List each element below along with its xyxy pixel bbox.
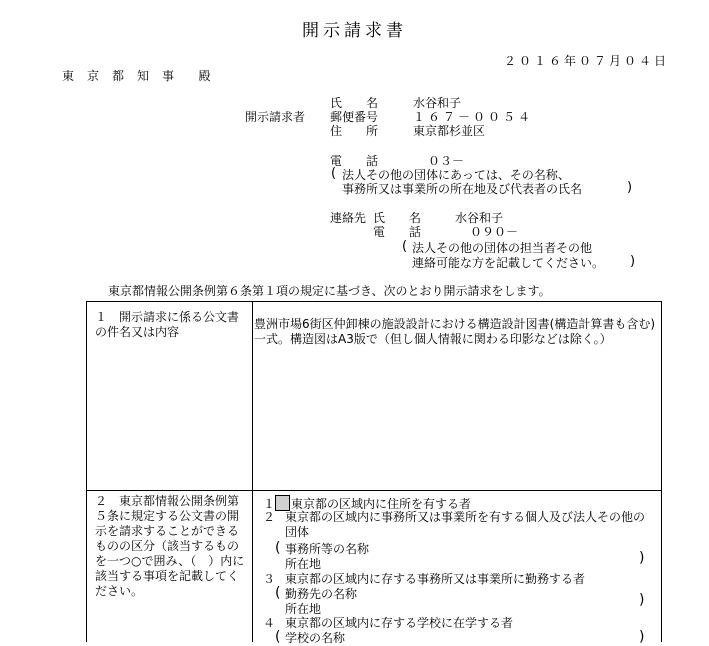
corp-note-line1: 法人その他の団体にあっては、その名称、 (342, 168, 570, 182)
option-2-bracket-close: ) (639, 550, 645, 566)
option-2-bracket-open: ( (275, 540, 281, 556)
contact-note-bracket-close: ) (630, 254, 636, 269)
option-1-number: １ (263, 497, 276, 511)
requester-phone-label: 電 話 (330, 154, 379, 168)
option-2-sub2: 所在地 (285, 557, 322, 571)
request-date: ２０１６年０７月０４日 (503, 54, 669, 68)
contact-name-label: 氏 名 (373, 211, 422, 225)
option-4-sub1: 学校の名称 (285, 631, 346, 645)
option-3-sub2: 所在地 (285, 602, 322, 616)
contact-phone: ０９０－ (470, 225, 519, 239)
option-3-text[interactable]: 東京都の区域内に存する事務所又は事業所に勤務する者 (285, 572, 586, 586)
table-divider-vertical (252, 302, 253, 642)
requester-phone: ０３－ (428, 154, 465, 168)
corp-note-line2: 事務所又は事業所の所在地及び代表者の氏名 (342, 182, 583, 196)
option-2-text[interactable]: 東京都の区域内に事務所又は事業所を有する個人及び法人その他の団体 (285, 510, 646, 539)
requester-address-label: 住 所 (330, 124, 379, 138)
option-4-number: ４ (263, 616, 276, 630)
requester-name: 水谷和子 (413, 96, 462, 110)
corp-note-bracket-open: ( (331, 166, 337, 181)
corp-note-bracket-close: ) (627, 180, 633, 195)
addressee-name: 東京都知事 (62, 69, 188, 83)
contact-note-line2: 連絡可能な方を記載してください。 (412, 256, 605, 270)
row2-label: ２ 東京都情報公開条例第５条に規定する公文書の開示を請求することができるものの区分（該当するものを一つ○で囲み、（ ）内に該当する事項を記載してください。 (95, 494, 245, 598)
option-1-checkbox[interactable] (275, 495, 290, 511)
requester-address: 東京都杉並区 (413, 124, 486, 138)
row1-label: １ 開示請求に係る公文書の件名又は内容 (95, 310, 240, 339)
option-3-bracket-close: ) (639, 592, 645, 608)
option-4-bracket-open: ( (275, 629, 281, 645)
intro-text: 東京都情報公開条例第６条第１項の規定に基づき、次のとおり開示請求をします。 (108, 284, 551, 298)
option-3-bracket-open: ( (275, 585, 281, 601)
addressee (62, 67, 223, 84)
addressee-suffix: 殿 (198, 69, 224, 83)
requester-label: 開示請求者 (245, 110, 306, 124)
contact-note-bracket-open: ( (402, 239, 408, 254)
contact-phone-label: 電 話 (373, 225, 422, 239)
contact-label: 連絡先 (330, 211, 367, 225)
option-3-sub1: 勤務先の名称 (285, 587, 358, 601)
document-title: 開示請求書 (302, 21, 407, 41)
requester-name-label: 氏 名 (330, 96, 379, 110)
table-divider-horizontal (87, 490, 661, 491)
option-4-text[interactable]: 東京都の区域内に存する学校に在学する者 (285, 616, 514, 630)
row1-content: 豊洲市場6街区仲卸棟の施設設計における構造設計図書(構造計算書も含む)一式。構造図はA3版で（但し個人情報に関わる印影などは除く。） (254, 317, 656, 346)
option-2-sub1: 事務所等の名称 (285, 542, 370, 556)
option-3-number: ３ (263, 572, 276, 586)
request-table (86, 301, 662, 645)
option-4-bracket-close: ) (639, 629, 645, 645)
requester-zip-label: 郵便番号 (330, 110, 379, 124)
option-1-text: 東京都の区域内に住所を有する者 (291, 497, 472, 511)
contact-note-line1: 法人その他の団体の担当者その他 (412, 241, 593, 255)
requester-zip: １６７－００５４ (413, 110, 534, 124)
contact-name: 水谷和子 (455, 211, 504, 225)
option-2-number: ２ (263, 510, 276, 524)
